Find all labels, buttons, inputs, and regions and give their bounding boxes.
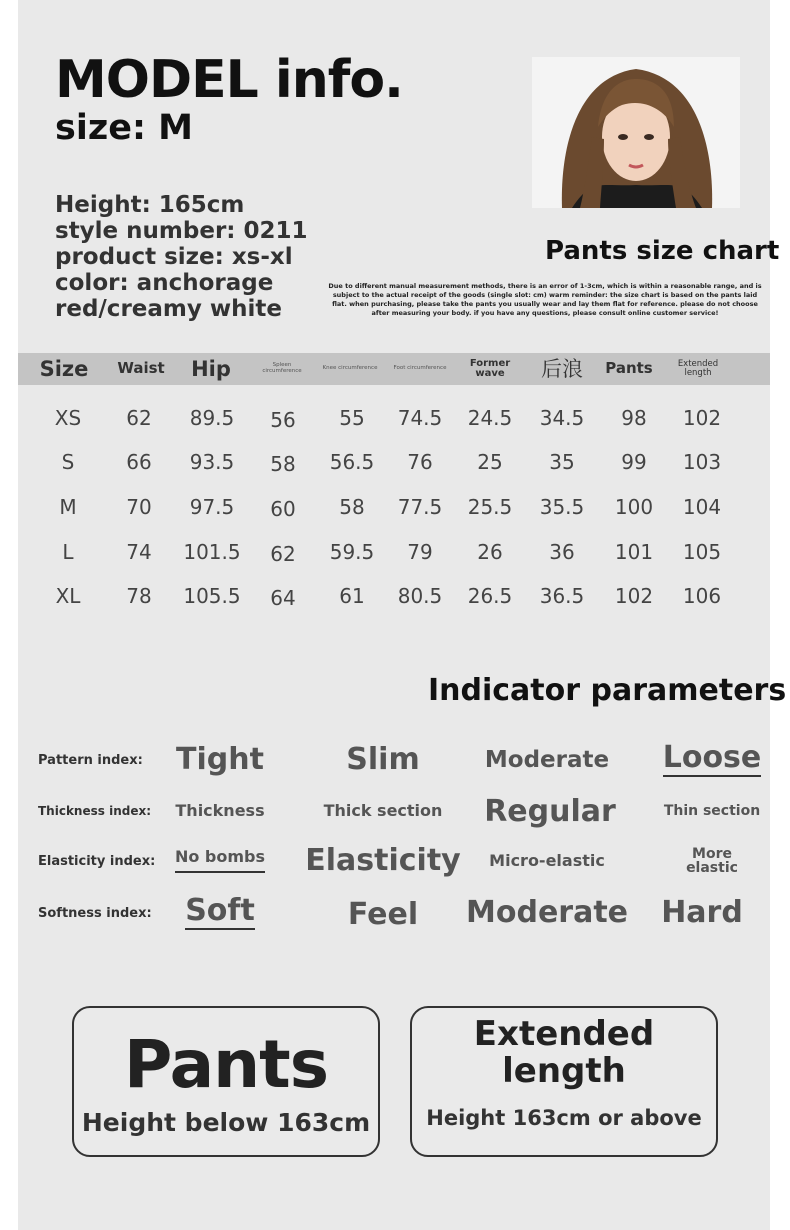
cell-size: L (62, 540, 74, 564)
indicator-option: Moderate (466, 895, 629, 930)
header-pants: Pants (605, 359, 653, 378)
header-hip: Hip (191, 356, 231, 381)
cell-pants: 100 (614, 495, 654, 519)
header-knee: Knee circumference (322, 365, 378, 372)
cell-pants: 98 (621, 406, 647, 430)
model-size: size: M (55, 108, 193, 148)
header-waist: Waist (117, 359, 165, 378)
card-subtitle: Height 163cm or above (426, 1106, 702, 1130)
cell-knee: 55 (339, 406, 365, 430)
header-back-rise: 后浪 (541, 356, 583, 381)
indicator-row-softness (0, 888, 790, 938)
cell-front-rise: 24.5 (467, 406, 513, 430)
cell-hip: 93.5 (189, 450, 235, 474)
indicator-option: Thick section (323, 801, 443, 820)
card-title: Pants (124, 1026, 328, 1103)
header-size: Size (39, 356, 89, 381)
cell-back-rise: 36 (549, 540, 575, 564)
cell-knee: 61 (339, 584, 365, 608)
cell-hip: 105.5 (183, 584, 241, 608)
header-extended-length: Extended length (677, 359, 719, 378)
size-table-header (18, 353, 770, 385)
indicator-option: Tight (176, 742, 264, 777)
cell-extended: 104 (682, 495, 722, 519)
cell-pants: 99 (621, 450, 647, 474)
indicator-option-selected: No bombs (160, 836, 280, 886)
cell-hip: 89.5 (189, 406, 235, 430)
table-row (18, 485, 770, 529)
cell-knee: 56.5 (329, 450, 375, 474)
cell-spleen: 62 (270, 542, 296, 566)
indicator-row-elasticity (0, 836, 790, 886)
header-foot: Foot circumference (393, 365, 447, 372)
header-spleen: Spleen circumference (262, 362, 302, 374)
cell-hip: 97.5 (189, 495, 235, 519)
cell-foot: 80.5 (397, 584, 443, 608)
size-chart-disclaimer: Due to different manual measurement methods, there is an error of 1-3cm, which is within a reasonable range, and is subject to the actual receipt of the goods (single slot: cm) warm reminder: the size chart is based on the pants laid flat. when purchasing, please take the pants you usually wear and lay them flat for reference. please do not choose after measuring your body. if you have any questions, please consult online customer service! (328, 282, 762, 317)
cell-spleen: 60 (270, 497, 296, 521)
cell-waist: 66 (126, 450, 152, 474)
cell-knee: 59.5 (329, 540, 375, 564)
card-title: Extended length (473, 1014, 655, 1091)
header-front-rise: Former wave (469, 357, 511, 379)
indicator-option: Hard (661, 895, 743, 930)
cell-waist: 78 (126, 584, 152, 608)
cell-size: S (61, 450, 75, 474)
size-chart-title: Pants size chart (545, 236, 780, 266)
cell-front-rise: 25 (477, 450, 503, 474)
indicator-label: Elasticity index: (38, 853, 156, 869)
indicator-option-selected: Loose (662, 740, 762, 775)
cell-back-rise: 34.5 (539, 406, 585, 430)
indicator-option: Thin section (663, 803, 761, 819)
model-details: Height: 165cm style number: 0211 product size: xs-xl color: anchorage red/creamy white (55, 192, 308, 322)
indicator-option: Regular (484, 794, 616, 829)
cell-extended: 102 (682, 406, 722, 430)
cell-foot: 74.5 (397, 406, 443, 430)
cell-extended: 105 (682, 540, 722, 564)
indicator-option: Slim (346, 742, 420, 777)
cell-waist: 74 (126, 540, 152, 564)
indicator-option: Thickness (175, 801, 265, 820)
card-subtitle: Height below 163cm (81, 1108, 371, 1137)
indicator-row-pattern (0, 735, 790, 785)
indicator-option: Elasticity (305, 843, 461, 878)
indicator-option-selected: Soft (185, 893, 255, 928)
cell-extended: 103 (682, 450, 722, 474)
cell-waist: 62 (126, 406, 152, 430)
cell-foot: 77.5 (397, 495, 443, 519)
cell-hip: 101.5 (183, 540, 241, 564)
indicator-row-thickness (0, 786, 790, 836)
cell-waist: 70 (126, 495, 152, 519)
cell-foot: 79 (407, 540, 433, 564)
indicator-label: Softness index: (38, 905, 152, 921)
cell-pants: 101 (614, 540, 654, 564)
cell-front-rise: 26.5 (467, 584, 513, 608)
table-row (18, 396, 770, 440)
model-photo (532, 57, 740, 208)
indicator-option: Micro-elastic (489, 851, 605, 870)
indicator-option: Feel (347, 897, 419, 932)
cell-knee: 58 (339, 495, 365, 519)
cell-size: XL (55, 584, 81, 608)
cell-pants: 102 (614, 584, 654, 608)
cell-back-rise: 35.5 (539, 495, 585, 519)
indicator-option: More elastic (686, 846, 738, 876)
cell-back-rise: 35 (549, 450, 575, 474)
cell-foot: 76 (407, 450, 433, 474)
table-row (18, 530, 770, 574)
table-row (18, 440, 770, 484)
cell-size: XS (54, 406, 82, 430)
cell-extended: 106 (682, 584, 722, 608)
indicator-label: Thickness index: (38, 804, 152, 818)
cell-front-rise: 26 (477, 540, 503, 564)
cell-spleen: 58 (270, 452, 296, 476)
cell-size: M (59, 495, 77, 519)
indicator-label: Pattern index: (38, 752, 143, 768)
page-title: MODEL info. (55, 50, 403, 110)
pants-length-card (72, 1006, 380, 1157)
cell-spleen: 56 (270, 408, 296, 432)
cell-front-rise: 25.5 (467, 495, 513, 519)
extended-length-card (410, 1006, 718, 1157)
cell-back-rise: 36.5 (539, 584, 585, 608)
cell-spleen: 64 (270, 586, 296, 610)
table-row (18, 574, 770, 618)
indicator-option: Moderate (484, 746, 610, 773)
indicator-title: Indicator parameters (428, 673, 787, 708)
